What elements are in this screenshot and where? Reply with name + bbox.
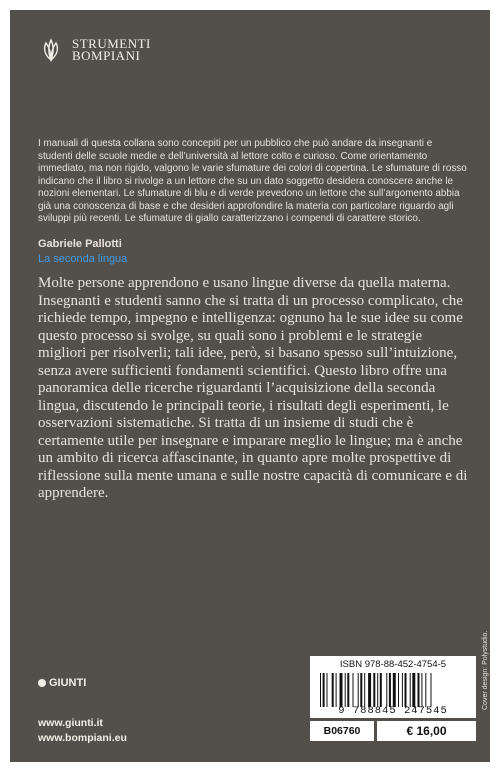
brand-name xyxy=(72,38,151,62)
back-cover xyxy=(10,10,490,762)
price-label: € 16,00 xyxy=(377,721,476,741)
publisher-name: GIUNTI xyxy=(49,677,87,689)
publisher-urls xyxy=(38,716,127,746)
url-bompiani[interactable]: www.bompiani.eu xyxy=(38,732,127,744)
giunti-dot-icon xyxy=(38,679,46,687)
author-name: Gabriele Pallotti xyxy=(38,238,122,250)
strumenti-bompiani-logo xyxy=(38,38,151,64)
leaf-emblem-icon xyxy=(38,38,64,64)
barcode-panel xyxy=(310,656,476,718)
brand-line-1: STRUMENTI xyxy=(72,36,151,51)
cover-credit: Cover design: Polystudio. xyxy=(482,630,489,710)
product-code: B06760 xyxy=(310,721,374,741)
barcode-icon xyxy=(320,673,466,707)
url-giunti[interactable]: www.giunti.it xyxy=(38,717,103,729)
brand-line-2: BOMPIANI xyxy=(72,48,141,63)
giunti-logo xyxy=(38,677,86,689)
series-description: I manuali di questa collana sono concepiti per un pubblico che può andare da insegnanti e studenti delle scuole medie e dell’università al lettore colto e curioso. Come orientamento immediato, ma non rigido, valgono le varie sfumature dei colori di copertina. Le sfumature di rosso indicano che il libro si rivolge a un lettore che su un dato soggetto desidera conoscere anche le nozioni elementari. Le sfumature di blu e di verde prevedono un lettore che sull’argomento abbia già una conoscenza di base e che desideri approfondire la materia con particolare riguardo agli sviluppi più recenti. Le sfumature di giallo caratterizzano i compendi di carattere storico. xyxy=(38,138,467,224)
barcode-digits: 9 788845 247545 xyxy=(338,705,448,717)
book-blurb: Molte persone apprendono e usano lingue diverse da quella materna. Insegnanti e studenti sanno che si tratta di un processo complicato, che richiede tempo, impegno e intelligenza: ognuno ha le sue idee su come questo processo si svolge, su quali sono i problemi e le strategie migliori per risolverli; tali idee, però, si basano spesso sull’intuizione, senza avere sufficienti fondamenti scientifici. Questo libro offre una panoramica delle ricerche riguardanti l’acquisizione della seconda lingua, discutendo le principali teorie, i risultati degli esperimenti, le osservazioni sistematiche. Si tratta di un insieme di studi che è certamente utile per insegnare e imparare meglio le lingue; ma è anche un ambito di ricerca affascinante, in quanto apre molte prospettive di riflessione sulla mente umana e sulle nostre capacità di comunicare e di apprendere. xyxy=(38,275,468,501)
isbn-number: ISBN 978-88-452-4754-5 xyxy=(339,659,447,670)
book-title: La seconda lingua xyxy=(38,253,128,265)
